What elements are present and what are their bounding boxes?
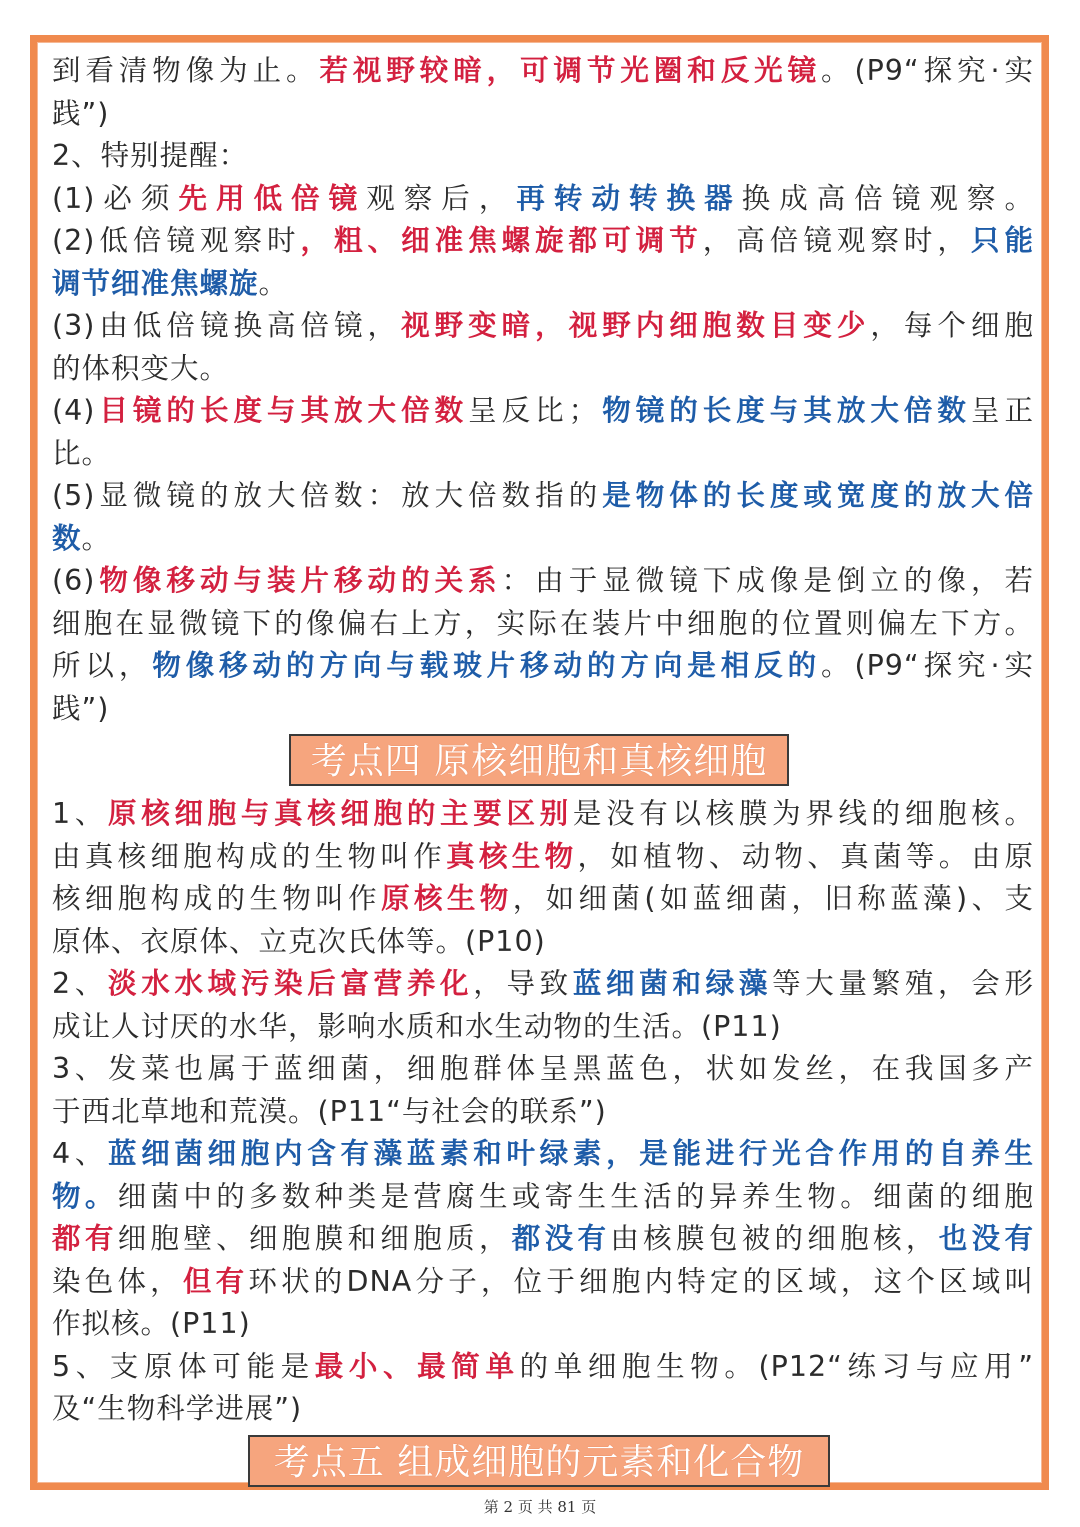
document-body: [52, 50, 1034, 1494]
text-run: 细菌中的多数种类是营腐生或寄生生活的异养生物。细菌的细胞: [117, 1179, 1034, 1213]
text-line: [52, 1048, 1034, 1091]
highlight-blue: 都没有: [511, 1222, 611, 1255]
text-run: (2)低倍镜观察时: [52, 224, 301, 257]
text-line: [52, 688, 1034, 731]
text-run: 成让人讨厌的水华，影响水质和水生动物的生活。(P11): [52, 1009, 782, 1043]
text-line: [52, 1091, 1034, 1134]
text-run: ，如细菌(如蓝细菌，旧称蓝藻)、支: [512, 882, 1034, 915]
text-run: (3)由低倍镜换高倍镜，: [52, 309, 402, 342]
highlight-blue: 也没有: [938, 1222, 1034, 1255]
text-run: 4、: [52, 1137, 109, 1170]
highlight-red: 原核生物: [381, 882, 513, 915]
text-run: 由真核细胞构成的生物叫作: [52, 839, 447, 873]
text-line: [52, 1218, 1034, 1261]
page-footer: 第 2 页 共 81 页: [483, 1498, 597, 1516]
text-line: [52, 93, 1034, 136]
text-run: 原体、衣原体、立克次氏体等。(P10): [52, 924, 546, 958]
text-line: [52, 178, 1034, 221]
text-line: [52, 348, 1034, 391]
text-run: 换成高倍镜观察。: [741, 181, 1034, 215]
highlight-blue: 物。: [52, 1179, 118, 1213]
text-line: [52, 135, 1034, 178]
highlight-red: 最小、最简单: [314, 1349, 520, 1383]
highlight-blue: 调节细准焦螺旋: [52, 266, 259, 300]
text-run: 3、发菜也属于蓝细菌，细胞群体呈黑蓝色，状如发丝，在我国多产: [52, 1052, 1034, 1085]
text-line: [52, 1176, 1034, 1219]
text-line: [52, 305, 1034, 348]
highlight-blue: 蓝细菌和绿藻: [572, 967, 773, 1000]
text-run: 细胞壁、细胞膜和细胞质，: [117, 1222, 512, 1255]
highlight-blue: 是物体的长度或宽度的放大倍: [602, 479, 1034, 512]
text-run: 是没有以核膜为界线的细胞核。: [572, 797, 1034, 830]
text-run: 及“生物科学进展”): [52, 1392, 303, 1425]
text-run: 到看清物像为止。: [52, 54, 320, 87]
highlight-red: 原核细胞与真核细胞的主要区别: [108, 797, 573, 830]
highlight-blue: 物像移动的方向与载玻片移动的方向是相反的: [152, 649, 822, 682]
text-run: 呈反比；: [468, 394, 599, 427]
text-line: [52, 1006, 1034, 1049]
text-line: [52, 921, 1034, 964]
text-run: 于西北草地和荒漠。(P11“与社会的联系”): [52, 1094, 607, 1128]
text-run: 作拟核。(P11): [52, 1307, 251, 1340]
text-run: (6): [52, 564, 96, 597]
text-line: [52, 603, 1034, 646]
text-line: [52, 50, 1034, 93]
text-line: [52, 793, 1034, 836]
text-run: 由核膜包被的细胞核，: [610, 1222, 939, 1255]
text-run: 。: [81, 521, 112, 555]
text-run: ，导致: [473, 967, 573, 1000]
text-run: 细胞在显微镜下的像偏右上方，实际在装片中细胞的位置则偏左下方。: [52, 606, 1034, 640]
highlight-red: ，粗、细准焦螺旋都可调节: [300, 224, 703, 257]
highlight-blue: 只能: [970, 224, 1034, 257]
text-run: 环状的DNA分子，位于细胞内特定的区域，这个区域叫: [248, 1264, 1034, 1298]
highlight-red: 先用低倍镜: [178, 181, 367, 215]
text-run: 的体积变大。: [52, 351, 230, 385]
text-line: [52, 220, 1034, 263]
highlight-red: 但有: [182, 1264, 249, 1298]
text-line: [52, 836, 1034, 879]
highlight-red: 视野变暗，视野内细胞数目变少: [401, 309, 871, 342]
text-line: [52, 1133, 1034, 1176]
text-run: 染色体，: [52, 1264, 183, 1298]
text-line: [52, 1388, 1034, 1431]
highlight-red: 都有: [52, 1222, 118, 1255]
text-run: 2、: [52, 967, 109, 1000]
text-line: [52, 560, 1034, 603]
text-run: 1、: [52, 797, 109, 830]
section-heading: 考点四 原核细胞和真核细胞: [289, 734, 789, 786]
text-run: ，高倍镜观察时，: [702, 224, 971, 257]
text-run: ：由于显微镜下成像是倒立的像，若: [501, 564, 1034, 597]
highlight-red: 物像移动与装片移动的关系: [95, 564, 502, 597]
text-line: [52, 518, 1034, 561]
text-line: [52, 645, 1034, 688]
text-run: (4): [52, 394, 96, 427]
text-run: ，如植物、动物、真菌等。由原: [577, 839, 1034, 873]
text-run: 5、支原体可能是: [52, 1349, 315, 1383]
text-line: [52, 1303, 1034, 1346]
highlight-blue: 蓝细菌细胞内含有藻蓝素和叶绿素，是能进行光合作用的自养生: [108, 1137, 1034, 1170]
text-line: [52, 390, 1034, 433]
highlight-red: 目镜的长度与其放大倍数: [95, 394, 469, 427]
text-run: 践”): [52, 691, 110, 725]
text-run: 核细胞构成的生物叫作: [52, 882, 382, 915]
text-line: [52, 263, 1034, 306]
text-run: 。(P9“探究·实: [821, 649, 1034, 682]
text-line: [52, 1261, 1034, 1304]
text-line: [52, 1346, 1034, 1389]
text-line: [52, 433, 1034, 476]
text-run: 观察后，: [366, 181, 517, 215]
highlight-red: 真核生物: [446, 839, 578, 873]
highlight-blue: 再转动转换器: [516, 181, 742, 215]
text-run: 呈正: [970, 394, 1034, 427]
highlight-red: 若视野较暗，可调节光圈和反光镜: [319, 54, 822, 87]
highlight-blue: 数: [52, 521, 82, 555]
text-run: 。: [258, 266, 289, 300]
text-run: 践”): [52, 96, 110, 130]
text-line: [52, 963, 1034, 1006]
text-run: 比。: [52, 436, 112, 470]
text-run: 的单细胞生物。(P12“练习与应用”: [519, 1349, 1034, 1383]
text-line: [52, 475, 1034, 518]
section-heading-row: [52, 730, 1034, 793]
text-run: 所以，: [52, 649, 153, 682]
section-heading-row: [52, 1431, 1034, 1494]
text-run: ，每个细胞: [870, 309, 1034, 342]
highlight-blue: 物镜的长度与其放大倍数: [598, 394, 971, 427]
text-line: [52, 878, 1034, 921]
highlight-red: 淡水水域污染后富营养化: [108, 967, 474, 1000]
section-heading: 考点五 组成细胞的元素和化合物: [248, 1435, 830, 1487]
text-run: 等大量繁殖，会形: [772, 967, 1034, 1000]
text-run: (5)显微镜的放大倍数：放大倍数指的: [52, 479, 603, 512]
text-run: 2、特别提醒：: [52, 139, 249, 172]
text-run: (1)必须: [52, 181, 179, 215]
text-run: 。(P9“探究·实: [821, 54, 1034, 87]
